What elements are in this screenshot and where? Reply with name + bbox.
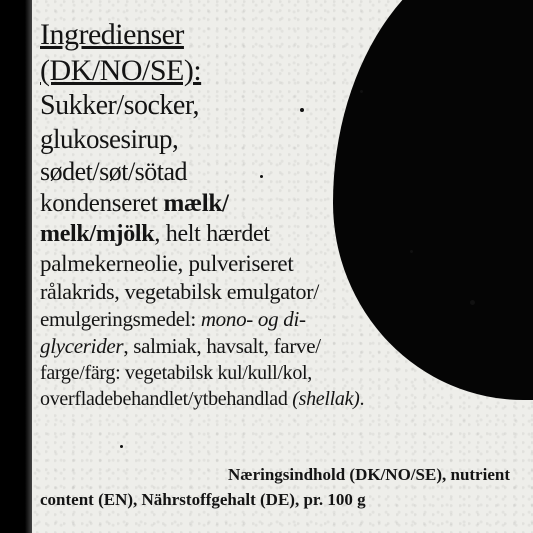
- ingredients-languages: (DK/NO/SE):: [40, 54, 202, 87]
- ingredient-line: palmekerneolie, pulveriseret: [40, 251, 294, 276]
- nutrition-line: Næringsindhold (DK/NO/SE), nutrient: [228, 465, 510, 484]
- ingredient-line: Sukker/socker,: [40, 90, 200, 121]
- left-dark-border: [0, 0, 32, 533]
- ingredient-line: rålakrids, vegetabilsk emulgator/: [40, 279, 320, 304]
- ingredient-line: [40, 222, 490, 246]
- ingredient-line: sødet/søt/sötad: [40, 157, 188, 186]
- ingredient-line: glukosesirup,: [40, 124, 179, 154]
- ingredient-text: kondenseret: [40, 190, 164, 217]
- ingredient-text: overfladebehandlet/ytbehandlad: [40, 388, 293, 410]
- allergen-text: melk/mjölk: [40, 221, 155, 247]
- ingredients-block: [40, 20, 490, 415]
- speck: [120, 445, 123, 448]
- ingredient-text: , salmiak, havsalt, farve/: [123, 334, 321, 358]
- ingredient-line: [40, 191, 490, 216]
- nutrition-line: content (EN), Nährstoffgehalt (DE), pr. 100 g: [40, 489, 366, 509]
- ingredient-text: emulgeringsmedel:: [40, 307, 201, 331]
- ingredient-line: farge/färg: vegetabilsk kul/kull/kol,: [40, 362, 312, 384]
- ingredient-line: [40, 336, 490, 357]
- ingredient-italic-text: (shellak): [292, 388, 360, 410]
- allergen-text: mælk/: [163, 190, 229, 217]
- ingredient-italic-text: glycerider: [40, 334, 124, 358]
- ingredient-italic-text: mono- og di-: [200, 307, 306, 331]
- nutrition-heading: [40, 463, 510, 512]
- ingredient-line: [40, 389, 490, 409]
- ingredient-text: .: [359, 388, 365, 410]
- ingredients-heading: Ingredienser: [40, 18, 184, 51]
- ingredient-text: , helt hærdet: [154, 221, 270, 247]
- ingredient-line: [40, 309, 490, 330]
